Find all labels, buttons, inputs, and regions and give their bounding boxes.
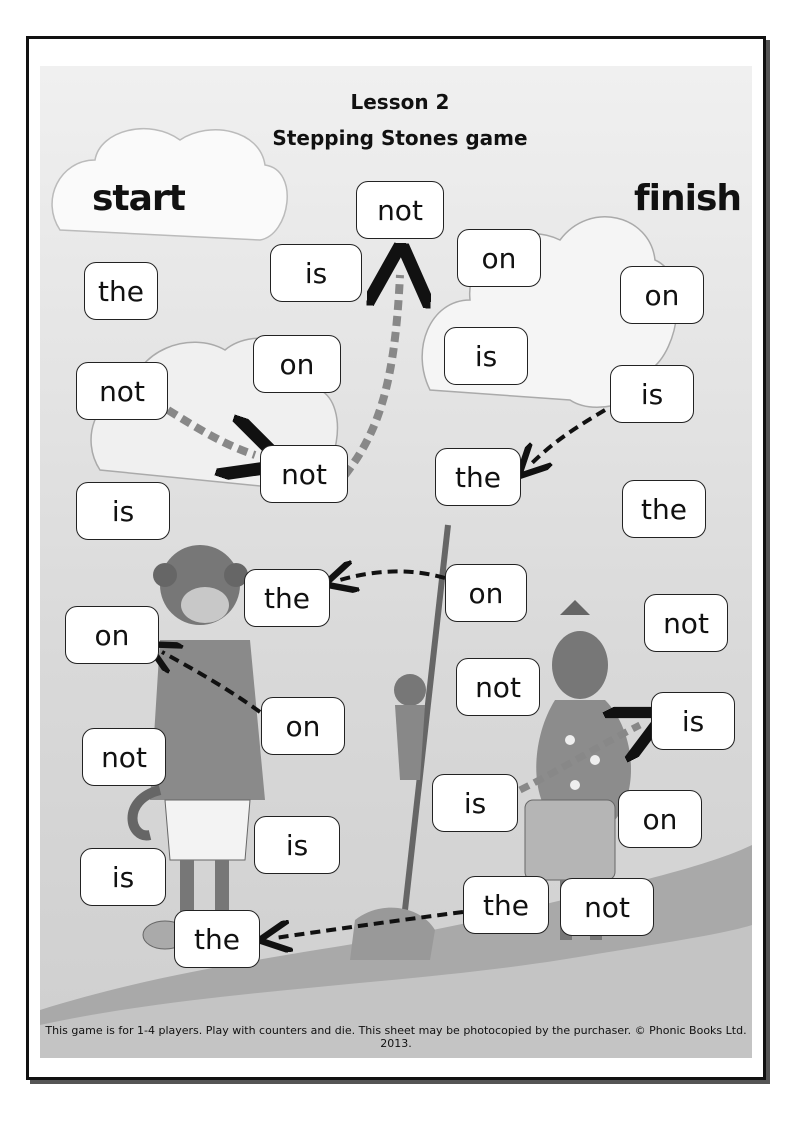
finish-label: finish [634,178,742,219]
stone-6[interactable]: not [76,362,168,420]
stone-12[interactable]: the [435,448,521,506]
stone-9[interactable]: is [610,365,694,423]
stone-20[interactable]: on [261,697,345,755]
stone-2[interactable]: is [270,244,362,302]
stone-13[interactable]: the [622,480,706,538]
stone-17[interactable]: on [65,606,159,664]
stone-23[interactable]: on [618,790,702,848]
stone-5[interactable]: on [620,266,704,324]
stone-10[interactable]: is [76,482,170,540]
stone-8[interactable]: is [444,327,528,385]
stone-21[interactable]: not [82,728,166,786]
stone-11[interactable]: not [260,445,348,503]
stone-19[interactable]: is [651,692,735,750]
stone-28[interactable]: the [174,910,260,968]
stone-4[interactable]: the [84,262,158,320]
stone-1[interactable]: not [356,181,444,239]
footer-note: This game is for 1-4 players. Play with counters and die. This sheet may be photocopied by the purchaser. © Phonic Books Ltd. 2013. [45,1024,747,1050]
stone-16[interactable]: not [644,594,728,652]
stone-24[interactable]: is [254,816,340,874]
stone-26[interactable]: the [463,876,549,934]
start-label: start [92,178,185,219]
game-title: Stepping Stones game [272,126,528,150]
stone-18[interactable]: not [456,658,540,716]
stone-3[interactable]: on [457,229,541,287]
stone-15[interactable]: on [445,564,527,622]
stone-7[interactable]: on [253,335,341,393]
stone-22[interactable]: is [432,774,518,832]
stone-25[interactable]: is [80,848,166,906]
lesson-title: Lesson 2 [350,90,450,114]
stone-27[interactable]: not [560,878,654,936]
small-monkey-on-pole [350,525,448,960]
stone-14[interactable]: the [244,569,330,627]
